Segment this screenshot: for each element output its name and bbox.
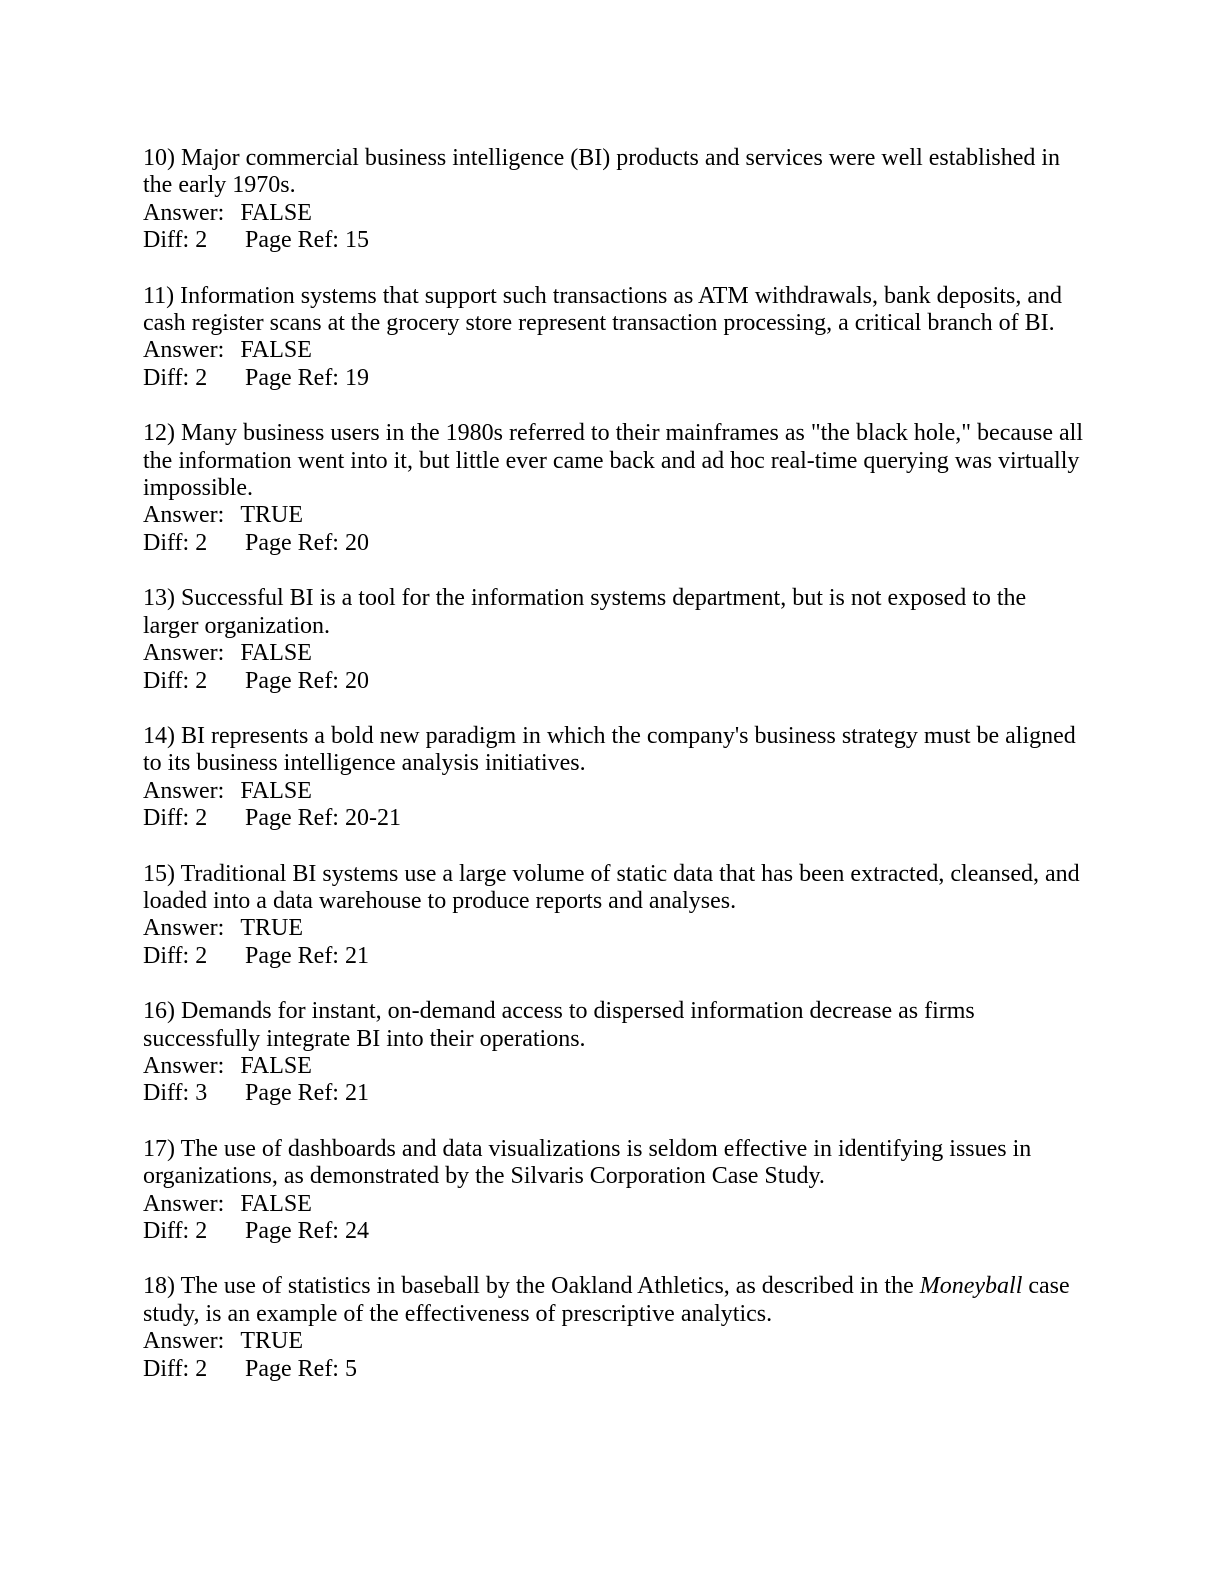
page-ref-label: Page Ref: xyxy=(245,1218,339,1244)
diff-value: 2 xyxy=(195,1355,208,1382)
diff-cell xyxy=(143,1218,245,1245)
difficulty-line xyxy=(143,1218,1083,1245)
page-ref-label: Page Ref: xyxy=(245,364,339,391)
question-block-17 xyxy=(143,1136,1083,1246)
page-ref-label: Page Ref: xyxy=(245,805,339,832)
question-text xyxy=(143,585,1083,640)
page-ref-cell xyxy=(245,1356,357,1382)
diff-cell xyxy=(143,1080,245,1107)
question-body: Many business users in the 1980s referred to their mainframes as "the black hole," because all the information went into it, but little ever came back and ad hoc real-time querying was virtually impossible. xyxy=(143,420,1083,502)
question-body: The use of dashboards and data visualizations is seldom effective in identifying issues in organizations, as demonstrated by the Silvaris Corporation Case Study. xyxy=(143,1135,1032,1190)
question-text xyxy=(143,420,1083,502)
answer-line xyxy=(143,640,1083,667)
answer-line xyxy=(143,1328,1083,1355)
question-italic-term: Moneyball xyxy=(919,1273,1023,1300)
page-ref-value: 15 xyxy=(344,227,369,254)
diff-cell xyxy=(143,365,245,392)
diff-cell xyxy=(143,227,245,254)
question-block-15 xyxy=(143,861,1083,971)
page-ref-cell xyxy=(245,365,369,391)
diff-cell xyxy=(143,1356,245,1383)
page-ref-value: 5 xyxy=(344,1355,357,1382)
diff-label: Diff: xyxy=(143,364,190,391)
answer-line xyxy=(143,915,1083,942)
page-ref-cell xyxy=(245,943,369,969)
difficulty-line xyxy=(143,668,1083,695)
question-body: Major commercial business intelligence (BI) products and services were well established in the early 1970s. xyxy=(143,145,1061,199)
diff-label: Diff: xyxy=(143,1355,190,1382)
page-ref-cell xyxy=(245,668,369,694)
page-ref-label: Page Ref: xyxy=(245,529,339,556)
diff-label: Diff: xyxy=(143,667,190,694)
question-block-18 xyxy=(143,1273,1083,1383)
diff-value: 2 xyxy=(195,667,208,694)
answer-value: FALSE xyxy=(240,640,312,667)
diff-cell xyxy=(143,668,245,695)
question-number: 11) xyxy=(143,282,175,309)
question-body: Information systems that support such transactions as ATM withdrawals, bank deposits, and cash register scans at the grocery store represent transaction processing, a critical branch of BI. xyxy=(143,282,1062,337)
difficulty-line xyxy=(143,1356,1083,1383)
page-ref-cell xyxy=(245,805,401,831)
answer-line xyxy=(143,1191,1083,1218)
question-body: Demands for instant, on-demand access to dispersed information decrease as firms successfully integrate BI into their operations. xyxy=(143,998,975,1052)
question-list xyxy=(143,145,1083,1383)
answer-label: Answer: xyxy=(143,1328,225,1355)
answer-value: FALSE xyxy=(240,777,312,804)
answer-line xyxy=(143,502,1083,529)
question-body: BI represents a bold new paradigm in which the company's business strategy must be aligned to its business intelligence analysis initiatives. xyxy=(143,722,1076,777)
page-ref-value: 20-21 xyxy=(344,805,401,832)
question-number: 15) xyxy=(143,860,175,887)
page-ref-label: Page Ref: xyxy=(245,942,339,969)
diff-value: 2 xyxy=(195,364,208,391)
question-text xyxy=(143,1273,1083,1328)
page-ref-cell xyxy=(245,1218,369,1244)
page-ref-value: 19 xyxy=(344,364,369,391)
diff-label: Diff: xyxy=(143,942,190,969)
answer-value: FALSE xyxy=(240,1052,312,1079)
page-ref-label: Page Ref: xyxy=(245,1355,339,1382)
question-block-14 xyxy=(143,723,1083,833)
answer-value: FALSE xyxy=(240,337,312,364)
question-block-13 xyxy=(143,585,1083,695)
answer-line xyxy=(143,778,1083,805)
page-ref-value: 20 xyxy=(344,667,369,694)
question-text xyxy=(143,861,1083,916)
difficulty-line xyxy=(143,805,1083,832)
question-text xyxy=(143,998,1083,1053)
page-ref-cell xyxy=(245,1080,369,1106)
page-ref-cell xyxy=(245,530,369,556)
answer-label: Answer: xyxy=(143,1052,225,1079)
question-block-12 xyxy=(143,420,1083,557)
question-body: The use of statistics in baseball by the Oakland Athletics, as described in the xyxy=(180,1273,920,1300)
diff-label: Diff: xyxy=(143,805,190,832)
page-ref-cell xyxy=(245,227,369,253)
diff-cell xyxy=(143,530,245,557)
answer-label: Answer: xyxy=(143,640,225,667)
diff-label: Diff: xyxy=(143,529,190,556)
answer-value: TRUE xyxy=(240,1328,303,1355)
difficulty-line xyxy=(143,365,1083,392)
page-ref-label: Page Ref: xyxy=(245,667,339,694)
question-number: 16) xyxy=(143,998,175,1025)
page-ref-value: 24 xyxy=(344,1218,369,1244)
answer-label: Answer: xyxy=(143,1190,225,1217)
question-number: 18) xyxy=(143,1273,175,1300)
question-block-11 xyxy=(143,283,1083,393)
question-body: Successful BI is a tool for the information systems department, but is not exposed to the larger organization. xyxy=(143,585,1027,639)
page-ref-label: Page Ref: xyxy=(245,1080,339,1107)
page-ref-value: 20 xyxy=(344,529,369,556)
answer-value: FALSE xyxy=(240,199,312,226)
difficulty-line xyxy=(143,1080,1083,1107)
diff-label: Diff: xyxy=(143,227,190,254)
question-text xyxy=(143,283,1083,338)
answer-label: Answer: xyxy=(143,777,225,804)
answer-value: FALSE xyxy=(240,1190,312,1217)
question-text xyxy=(143,145,1083,200)
question-number: 14) xyxy=(143,722,175,749)
question-number: 17) xyxy=(143,1135,175,1162)
question-text xyxy=(143,723,1083,778)
difficulty-line xyxy=(143,530,1083,557)
question-body: Traditional BI systems use a large volume of static data that has been extracted, cleansed, and loaded into a data warehouse to produce reports and analyses. xyxy=(143,860,1080,914)
diff-value: 3 xyxy=(195,1080,208,1107)
answer-label: Answer: xyxy=(143,337,225,364)
diff-label: Diff: xyxy=(143,1218,190,1244)
question-number: 13) xyxy=(143,585,175,612)
page-ref-value: 21 xyxy=(344,1080,369,1107)
answer-line xyxy=(143,1053,1083,1080)
answer-line xyxy=(143,337,1083,364)
difficulty-line xyxy=(143,227,1083,254)
question-body-after: case study, is an example of the effectiveness of prescriptive analytics. xyxy=(143,1273,1070,1327)
answer-value: TRUE xyxy=(240,915,303,942)
diff-value: 2 xyxy=(195,1218,208,1244)
diff-label: Diff: xyxy=(143,1080,190,1107)
answer-label: Answer: xyxy=(143,199,225,226)
diff-cell xyxy=(143,805,245,832)
answer-line xyxy=(143,200,1083,227)
question-block-10 xyxy=(143,145,1083,255)
question-block-16 xyxy=(143,998,1083,1108)
diff-value: 2 xyxy=(195,942,208,969)
diff-value: 2 xyxy=(195,529,208,556)
page-ref-label: Page Ref: xyxy=(245,227,339,254)
diff-value: 2 xyxy=(195,805,208,832)
difficulty-line xyxy=(143,943,1083,970)
answer-label: Answer: xyxy=(143,502,225,529)
answer-label: Answer: xyxy=(143,915,225,942)
question-number: 10) xyxy=(143,145,175,171)
question-text xyxy=(143,1136,1083,1191)
page-ref-value: 21 xyxy=(344,942,369,969)
diff-cell xyxy=(143,943,245,970)
answer-value: TRUE xyxy=(240,502,303,529)
diff-value: 2 xyxy=(195,227,208,254)
question-number: 12) xyxy=(143,420,175,447)
